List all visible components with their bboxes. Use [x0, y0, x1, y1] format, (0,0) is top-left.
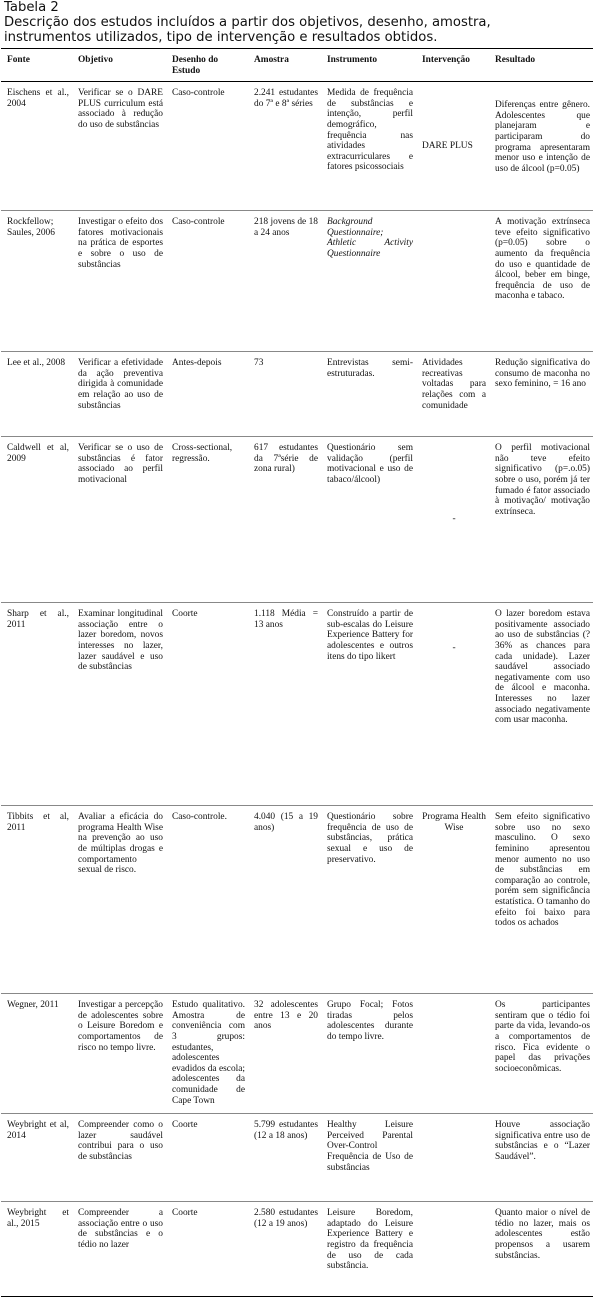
- cell-instrumento: Entrevistas semi-estruturadas.: [321, 352, 416, 437]
- cell-instrumento: Healthy Leisure Perceived Parental Over-Control Frequência de Uso de substâncias: [321, 1114, 416, 1202]
- cell-fonte: Caldwell et al, 2009: [1, 437, 72, 603]
- header-objetivo: Objetivo: [72, 49, 166, 82]
- cell-resultado: Diferenças entre gênero. Adolescentes que planejaram e participaram do programa apresentaram menor uso e intenção de uso de álcool (p=0.05): [489, 82, 593, 211]
- cell-resultado: O perfil motivacional não teve efeito significativo (p=.o.05) sobre o uso, porém já ter fumado é fator associado à motivação/ motivação extrínseca.: [489, 437, 593, 603]
- header-resultado: Resultado: [489, 49, 593, 82]
- cell-desenho: Coorte: [166, 1202, 248, 1297]
- cell-instrumento: Questionário sobre frequência de uso de substâncias, prática sexual e uso de preservativo.: [321, 806, 416, 994]
- table-row: [1, 603, 593, 806]
- cell-intervencao: Programa Health Wise: [416, 806, 489, 994]
- table-row: [1, 352, 593, 437]
- cell-objetivo: Avaliar a eficácia do programa Health Wise na prevenção ao uso de múltiplas drogas e comportamento sexual de risco.: [72, 806, 166, 994]
- cell-fonte: Eischens et al., 2004: [1, 82, 72, 211]
- cell-intervencao: [416, 994, 489, 1114]
- cell-objetivo: Investigar o efeito dos fatores motivacionais na prática de esportes e sobre o uso de substâncias: [72, 211, 166, 352]
- cell-instrumento: Leisure Boredom, adaptado do Leisure Experience Battery e registro da frequência de uso de cada substância.: [321, 1202, 416, 1297]
- table-caption: [4, 0, 592, 45]
- cell-desenho: Cross-sectional, regressão.: [166, 437, 248, 603]
- header-instrumento: Instrumento: [321, 49, 416, 82]
- table-row: [1, 437, 593, 603]
- header-amostra: Amostra: [248, 49, 321, 82]
- cell-resultado: Os participantes sentiram que o tédio foi parte da vida, levando-os a comportamentos de risco. Fica evidente o papel das privações socioeconômicas.: [489, 994, 593, 1114]
- cell-desenho: Caso-controle: [166, 211, 248, 352]
- table-row: [1, 211, 593, 352]
- cell-intervencao: [416, 211, 489, 352]
- cell-instrumento: Background Questionnaire; Athletic Activity Questionnaire: [321, 211, 416, 352]
- cell-resultado: Quanto maior o nível de tédio no lazer, mais os adolescentes estão propensos a usarem substâncias.: [489, 1202, 593, 1297]
- table-row: [1, 82, 593, 211]
- caption-line-2: instrumentos utilizados, tipo de intervenção e resultados obtidos.: [4, 30, 438, 45]
- cell-amostra: 5.799 estudantes (12 a 18 anos): [248, 1114, 321, 1202]
- cell-amostra: 2.241 estudantes do 7ª e 8ª séries: [248, 82, 321, 211]
- cell-desenho: Antes-depois: [166, 352, 248, 437]
- table-row: [1, 806, 593, 994]
- cell-resultado: Sem efeito significativo sobre uso no sexo masculino. O sexo feminino apresentou menor aumento no uso de substâncias em comparação ao controle, porém sem significância estatística. O tamanho do efeito foi baixo para todos os achados: [489, 806, 593, 994]
- cell-resultado: Houve associação significativa entre uso de substâncias e o “Lazer Saudável”.: [489, 1114, 593, 1202]
- cell-amostra: 4.040 (15 a 19 anos): [248, 806, 321, 994]
- table-label: Tabela 2: [4, 0, 59, 15]
- cell-objetivo: Compreender a associação entre o uso de substâncias e o tédio no lazer: [72, 1202, 166, 1297]
- cell-fonte: Wegner, 2011: [1, 994, 72, 1114]
- cell-amostra: 1.118 Média = 13 anos: [248, 603, 321, 806]
- cell-desenho: Coorte: [166, 603, 248, 806]
- cell-objetivo: Examinar longitudinal associação entre o lazer boredom, novos interesses no lazer, lazer saudável e uso de substâncias: [72, 603, 166, 806]
- cell-amostra: 73: [248, 352, 321, 437]
- caption-line-1: Descrição dos estudos incluídos a partir dos objetivos, desenho, amostra,: [4, 15, 491, 30]
- cell-objetivo: Verificar a efetividade da ação preventiva dirigida à comunidade em relação ao uso de substâncias: [72, 352, 166, 437]
- cell-objetivo: Verificar se o DARE PLUS curriculum está associado à redução do uso de substâncias: [72, 82, 166, 211]
- cell-intervencao: [416, 1114, 489, 1202]
- cell-intervencao: -: [416, 603, 489, 806]
- cell-intervencao: Atividades recreativas voltadas para relações com a comunidade: [416, 352, 489, 437]
- header-intervencao: Intervenção: [416, 49, 489, 82]
- cell-instrumento: Medida de frequência de substâncias e intenção, perfil demográfico, frequência nas atividades extracurriculares e fatores psicossociais: [321, 82, 416, 211]
- header-fonte: Fonte: [1, 49, 72, 82]
- cell-resultado: O lazer boredom estava positivamente associado ao uso de substâncias (?36% as chances para cada unidade). Lazer saudável associado negativamente com uso de álcool e maconha. Interesses no lazer associado negativamente com usar maconha.: [489, 603, 593, 806]
- cell-resultado: A motivação extrínseca teve efeito significativo (p=0.05) sobre o aumento da frequência do uso e quantidade de álcool, beber em binge, frequência de uso de maconha e tabaco.: [489, 211, 593, 352]
- cell-intervencao: [416, 1202, 489, 1297]
- cell-objetivo: Verificar se o uso de substâncias é fator associado ao perfil motivacional: [72, 437, 166, 603]
- cell-resultado: Redução significativa do consumo de maconha no sexo feminino, = 16 ano: [489, 352, 593, 437]
- cell-instrumento: Grupo Focal; Fotos tiradas pelos adolescentes durante do tempo livre.: [321, 994, 416, 1114]
- cell-fonte: Weybright et al, 2014: [1, 1114, 72, 1202]
- cell-instrumento: Questionário sem validação (perfil motivacional e uso de tabaco/álcool): [321, 437, 416, 603]
- cell-desenho: Caso-controle: [166, 82, 248, 211]
- cell-intervencao: -: [416, 437, 489, 603]
- table-header-row: [1, 49, 593, 82]
- cell-fonte: Sharp et al., 2011: [1, 603, 72, 806]
- cell-fonte: Rockfellow; Saules, 2006: [1, 211, 72, 352]
- table-row: [1, 1202, 593, 1297]
- cell-desenho: Estudo qualitativo. Amostra de conveniência com 3 grupos: estudantes, adolescentes evadidos da escola; adolescentes da comunidade de Cape Town: [166, 994, 248, 1114]
- table-row: [1, 1114, 593, 1202]
- cell-intervencao: DARE PLUS: [416, 82, 489, 211]
- studies-table: [1, 48, 593, 1297]
- cell-desenho: Coorte: [166, 1114, 248, 1202]
- table-row: [1, 994, 593, 1114]
- header-desenho: Desenho do Estudo: [166, 49, 248, 82]
- cell-fonte: Weybright et al., 2015: [1, 1202, 72, 1297]
- cell-desenho: Caso-controle.: [166, 806, 248, 994]
- cell-instrumento: Construído a partir de sub-escalas do Leisure Experience Battery for adolescentes e outros itens do tipo likert: [321, 603, 416, 806]
- cell-amostra: 218 jovens de 18 a 24 anos: [248, 211, 321, 352]
- cell-objetivo: Compreender como o lazer saudável contribui para o uso de substâncias: [72, 1114, 166, 1202]
- cell-fonte: Tibbits et al, 2011: [1, 806, 72, 994]
- cell-objetivo: Investigar a percepção de adolescentes sobre o Leisure Boredom e comportamentos de risco no tempo livre.: [72, 994, 166, 1114]
- cell-fonte: Lee et al., 2008: [1, 352, 72, 437]
- cell-amostra: 2.580 estudantes (12 a 19 anos): [248, 1202, 321, 1297]
- cell-amostra: 617 estudantes da 7ªsérie de zona rural): [248, 437, 321, 603]
- cell-amostra: 32 adolescentes entre 13 e 20 anos: [248, 994, 321, 1114]
